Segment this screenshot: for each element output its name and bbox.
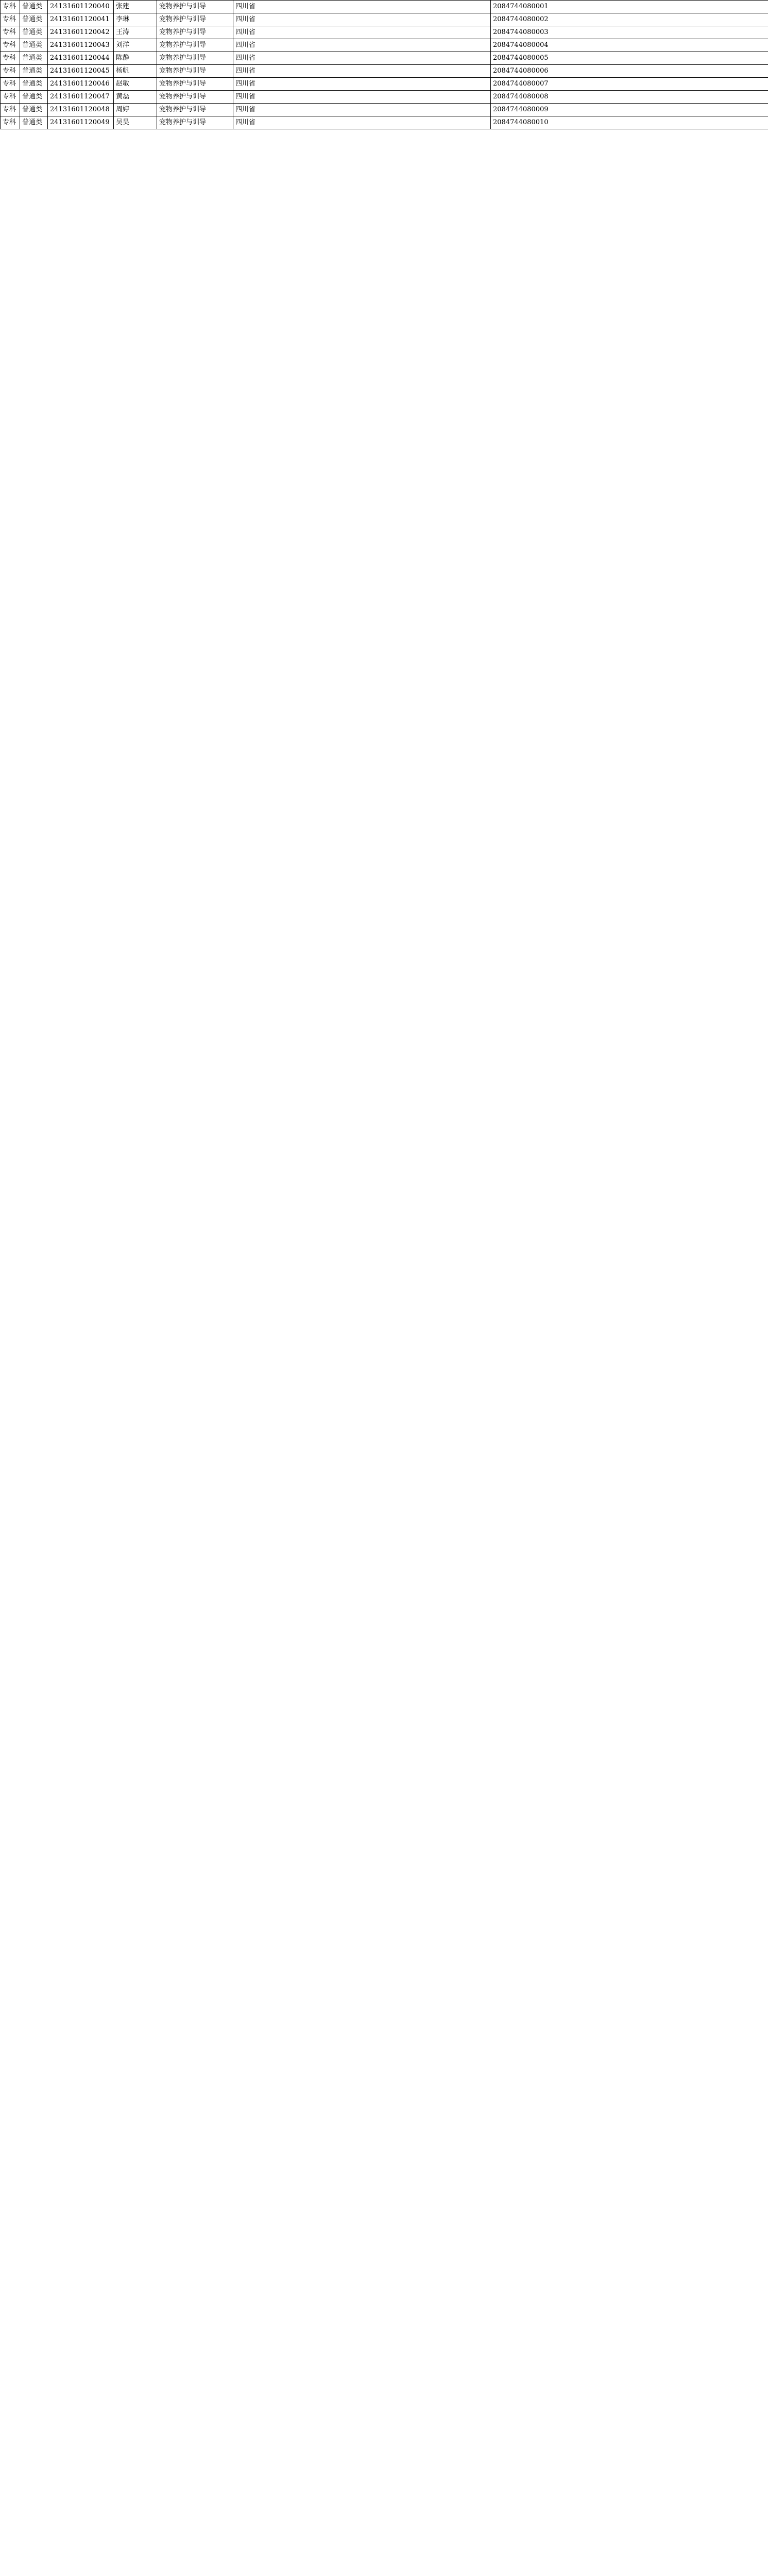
level-cell: 专科 bbox=[1, 65, 20, 78]
name-cell: 王涛 bbox=[114, 26, 157, 39]
category-cell: 普通类 bbox=[20, 116, 48, 129]
major-cell: 宠物养护与训导 bbox=[157, 91, 233, 104]
exam-id-cell: 24131601120043 bbox=[48, 39, 114, 52]
address-cell: 四川省 bbox=[233, 65, 491, 78]
major-cell: 宠物养护与训导 bbox=[157, 39, 233, 52]
level-cell: 专科 bbox=[1, 52, 20, 65]
major-cell: 宠物养护与训导 bbox=[157, 26, 233, 39]
major-cell: 宠物养护与训导 bbox=[157, 78, 233, 91]
category-cell: 普通类 bbox=[20, 1, 48, 13]
table-row bbox=[1, 1, 768, 13]
cert-no-cell: 2084744080003 bbox=[491, 26, 768, 39]
exam-id-cell: 24131601120045 bbox=[48, 65, 114, 78]
exam-id-cell: 24131601120047 bbox=[48, 91, 114, 104]
table-row bbox=[1, 52, 768, 65]
table-row bbox=[1, 91, 768, 104]
major-cell: 宠物养护与训导 bbox=[157, 65, 233, 78]
cert-no-cell: 2084744080008 bbox=[491, 91, 768, 104]
name-cell: 陈静 bbox=[114, 52, 157, 65]
roster-rows bbox=[1, 1, 768, 129]
address-cell: 四川省 bbox=[233, 91, 491, 104]
table-row bbox=[1, 116, 768, 129]
level-cell: 专科 bbox=[1, 104, 20, 116]
major-cell: 宠物养护与训导 bbox=[157, 52, 233, 65]
exam-id-cell: 24131601120042 bbox=[48, 26, 114, 39]
address-cell: 四川省 bbox=[233, 39, 491, 52]
table-row bbox=[1, 13, 768, 26]
level-cell: 专科 bbox=[1, 26, 20, 39]
level-cell: 专科 bbox=[1, 78, 20, 91]
name-cell: 张建 bbox=[114, 1, 157, 13]
address-cell: 四川省 bbox=[233, 78, 491, 91]
category-cell: 普通类 bbox=[20, 104, 48, 116]
exam-id-cell: 24131601120041 bbox=[48, 13, 114, 26]
cert-no-cell: 2084744080005 bbox=[491, 52, 768, 65]
level-cell: 专科 bbox=[1, 91, 20, 104]
name-cell: 周婷 bbox=[114, 104, 157, 116]
cert-no-cell: 2084744080002 bbox=[491, 13, 768, 26]
exam-id-cell: 24131601120048 bbox=[48, 104, 114, 116]
table-row bbox=[1, 65, 768, 78]
category-cell: 普通类 bbox=[20, 13, 48, 26]
name-cell: 黄磊 bbox=[114, 91, 157, 104]
cert-no-cell: 2084744080004 bbox=[491, 39, 768, 52]
level-cell: 专科 bbox=[1, 1, 20, 13]
level-cell: 专科 bbox=[1, 116, 20, 129]
major-cell: 宠物养护与训导 bbox=[157, 104, 233, 116]
level-cell: 专科 bbox=[1, 39, 20, 52]
exam-id-cell: 24131601120046 bbox=[48, 78, 114, 91]
major-cell: 宠物养护与训导 bbox=[157, 116, 233, 129]
exam-id-cell: 24131601120049 bbox=[48, 116, 114, 129]
exam-id-cell: 24131601120040 bbox=[48, 1, 114, 13]
table-row bbox=[1, 26, 768, 39]
address-cell: 四川省 bbox=[233, 116, 491, 129]
exam-id-cell: 24131601120044 bbox=[48, 52, 114, 65]
name-cell: 李琳 bbox=[114, 13, 157, 26]
category-cell: 普通类 bbox=[20, 52, 48, 65]
name-cell: 刘洋 bbox=[114, 39, 157, 52]
category-cell: 普通类 bbox=[20, 65, 48, 78]
major-cell: 宠物养护与训导 bbox=[157, 1, 233, 13]
address-cell: 四川省 bbox=[233, 13, 491, 26]
admission-roster-table bbox=[0, 0, 768, 129]
cert-no-cell: 2084744080001 bbox=[491, 1, 768, 13]
table-row bbox=[1, 39, 768, 52]
cert-no-cell: 2084744080010 bbox=[491, 116, 768, 129]
category-cell: 普通类 bbox=[20, 39, 48, 52]
address-cell: 四川省 bbox=[233, 1, 491, 13]
category-cell: 普通类 bbox=[20, 91, 48, 104]
level-cell: 专科 bbox=[1, 13, 20, 26]
category-cell: 普通类 bbox=[20, 26, 48, 39]
name-cell: 吴昊 bbox=[114, 116, 157, 129]
cert-no-cell: 2084744080007 bbox=[491, 78, 768, 91]
address-cell: 四川省 bbox=[233, 52, 491, 65]
address-cell: 四川省 bbox=[233, 26, 491, 39]
category-cell: 普通类 bbox=[20, 78, 48, 91]
major-cell: 宠物养护与训导 bbox=[157, 13, 233, 26]
table-row bbox=[1, 104, 768, 116]
cert-no-cell: 2084744080006 bbox=[491, 65, 768, 78]
cert-no-cell: 2084744080009 bbox=[491, 104, 768, 116]
address-cell: 四川省 bbox=[233, 104, 491, 116]
table-row bbox=[1, 78, 768, 91]
name-cell: 杨帆 bbox=[114, 65, 157, 78]
name-cell: 赵敏 bbox=[114, 78, 157, 91]
